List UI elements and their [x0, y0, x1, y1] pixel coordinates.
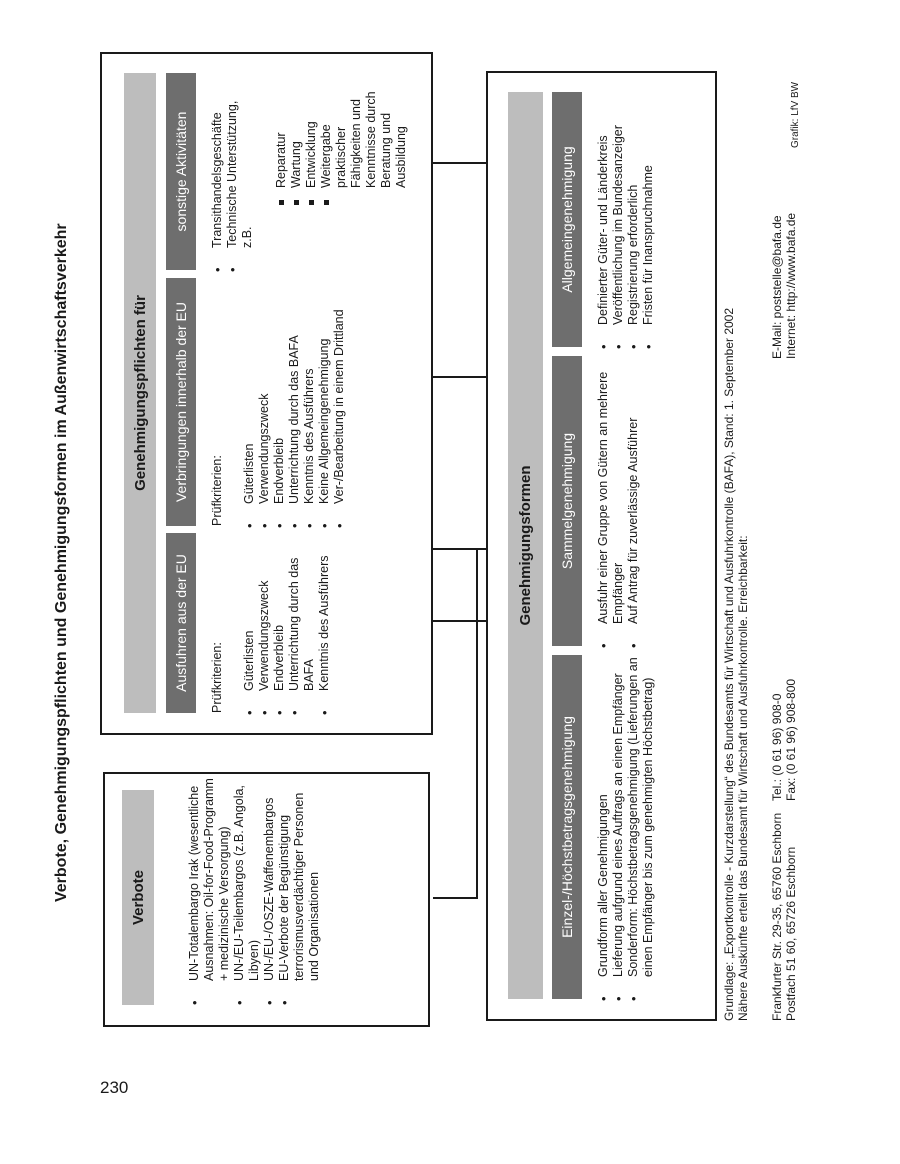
internet-line: Internet: http://www.bafa.de: [784, 212, 798, 359]
list-item: • Ver-/Bearbeitung in einem Drittland: [332, 276, 347, 532]
formen-header: Genehmigungsformen: [508, 92, 543, 999]
pflichten-col2-list: [242, 276, 347, 532]
email-line: E-Mail: poststelle@bafa.de: [770, 215, 784, 359]
connector-line: [433, 548, 488, 550]
list-item: • Endverbleib: [272, 529, 287, 719]
formen-col3-header: Allgemeingenehmigung: [552, 92, 582, 347]
list-item: • Unterrichtung durch das BAFA: [287, 276, 302, 532]
pflichten-col3-sublist: [274, 68, 409, 208]
page-number: 230: [100, 1078, 129, 1097]
list-item: • Endverbleib: [272, 276, 287, 532]
pflichten-header: Genehmigungspflichten für: [124, 73, 156, 713]
list-item: • EU-Verbote der Begünstigung terrorismusverdächtiger Personen und Organisationen: [277, 777, 322, 1009]
formen-box: [486, 71, 717, 1021]
formen-col2-list: [596, 362, 641, 652]
list-item: • Fristen für Inanspruchnahme: [641, 88, 656, 353]
verbote-box: [103, 772, 430, 1027]
list-item: • Grundform aller Genehmigungen: [596, 655, 611, 1005]
source-line-2: Nähere Auskünfte erteilt das Bundesamt für Wirtschaft und Ausfuhrkontrolle. Erreichbarkeit:: [736, 535, 750, 1021]
list-item: • Unterrichtung durch das BAFA: [287, 529, 317, 719]
list-item: • Kenntnis des Ausführers: [317, 529, 332, 719]
pflichten-col3-header: sonstige Aktivitäten: [166, 73, 196, 270]
address-line-2: Postfach 51 60, 65726 Eschborn: [784, 846, 798, 1021]
list-item: Reparatur: [274, 68, 289, 208]
list-item: • Transithandelsgeschäfte: [210, 76, 225, 276]
pflichten-col1-list: [242, 529, 332, 719]
list-item: • Güterlisten: [242, 276, 257, 532]
page-title: Verbote, Genehmigungspflichten und Genehmigungsformen im Außenwirtschaftsverkehr: [53, 223, 70, 902]
list-item: • Technische Unterstützung, z.B.: [225, 76, 255, 276]
list-item: • Definierter Güter- und Länderkreis: [596, 88, 611, 353]
fax-line: Fax: (0 61 96) 908-800: [784, 678, 798, 801]
list-item: • Lieferung aufgrund eines Auftrags an einen Empfänger: [611, 655, 626, 1005]
list-item: • Registrierung erforderlich: [626, 88, 641, 353]
list-item: • Kenntnis des Ausführers: [302, 276, 317, 532]
pflichten-col2-label: Prüfkriterien:: [210, 455, 224, 526]
verbote-header: Verbote: [122, 790, 154, 1005]
list-item: • UN-Totalembargo Irak (wesentliche Ausnahmen: Oil-for-Food-Programm + medizinische Versorgung): [187, 777, 232, 1009]
pflichten-col3-list: [210, 76, 255, 276]
connector-line: [433, 897, 478, 899]
connector-line: [476, 549, 478, 899]
list-item: • Verwendungszweck: [257, 529, 272, 719]
tel-line: Tel.: (0 61 96) 908-0: [770, 693, 784, 801]
list-item: • UN-/EU-Teilembargos (z.B. Angola, Libyen): [232, 777, 262, 1009]
list-item: Wartung: [289, 68, 304, 208]
pflichten-col1-label: Prüfkriterien:: [210, 642, 224, 713]
formen-col2-header: Sammelgenehmigung: [552, 356, 582, 646]
graphic-credit: Grafik: LfV BW: [790, 81, 801, 148]
list-item: • UN-/EU-/OSZE-Waffenembargos: [262, 777, 277, 1009]
phone-block: [770, 601, 798, 801]
list-item: • Verwendungszweck: [257, 276, 272, 532]
formen-col1-list: [596, 655, 656, 1005]
pflichten-col2-header: Verbringungen innerhalb der EU: [166, 278, 196, 526]
verbote-list: [187, 777, 322, 1009]
formen-col1-header: Einzel-/Höchstbetragsgenehmigung: [552, 655, 582, 999]
contact-block: [770, 119, 798, 359]
pflichten-col1-header: Ausfuhren aus der EU: [166, 533, 196, 713]
list-item: • Veröffentlichung im Bundesanzeiger: [611, 88, 626, 353]
source-note: [722, 61, 750, 1021]
connector-line: [433, 162, 488, 164]
list-item: Weitergabe praktischer Fähigkeiten und Kenntnisse durch Beratung und Ausbildung: [319, 68, 409, 208]
address-line-1: Frankfurter Str. 29-35, 65760 Eschborn: [770, 812, 784, 1021]
list-item: • Sonderform: Höchstbetragsgenehmigung (Lieferungen an einen Empfänger bis zum genehmigten Höchstbetrag): [626, 655, 656, 1005]
connector-line: [433, 620, 488, 622]
list-item: • Auf Antrag für zuverlässige Ausführer: [626, 362, 641, 652]
list-item: • Ausfuhr einer Gruppe von Gütern an mehrere Empfänger: [596, 362, 626, 652]
pflichten-box: [100, 52, 433, 735]
connector-line: [433, 376, 488, 378]
source-line-1: Grundlage: „Exportkontrolle - Kurzdarstellung“ des Bundesamts für Wirtschaft und Ausfuhrkontrolle (BAFA), Stand: 1. September 2002: [722, 307, 736, 1021]
list-item: • Keine Allgemeingenehmigung: [317, 276, 332, 532]
formen-col3-list: [596, 88, 656, 353]
list-item: Entwicklung: [304, 68, 319, 208]
list-item: • Güterlisten: [242, 529, 257, 719]
